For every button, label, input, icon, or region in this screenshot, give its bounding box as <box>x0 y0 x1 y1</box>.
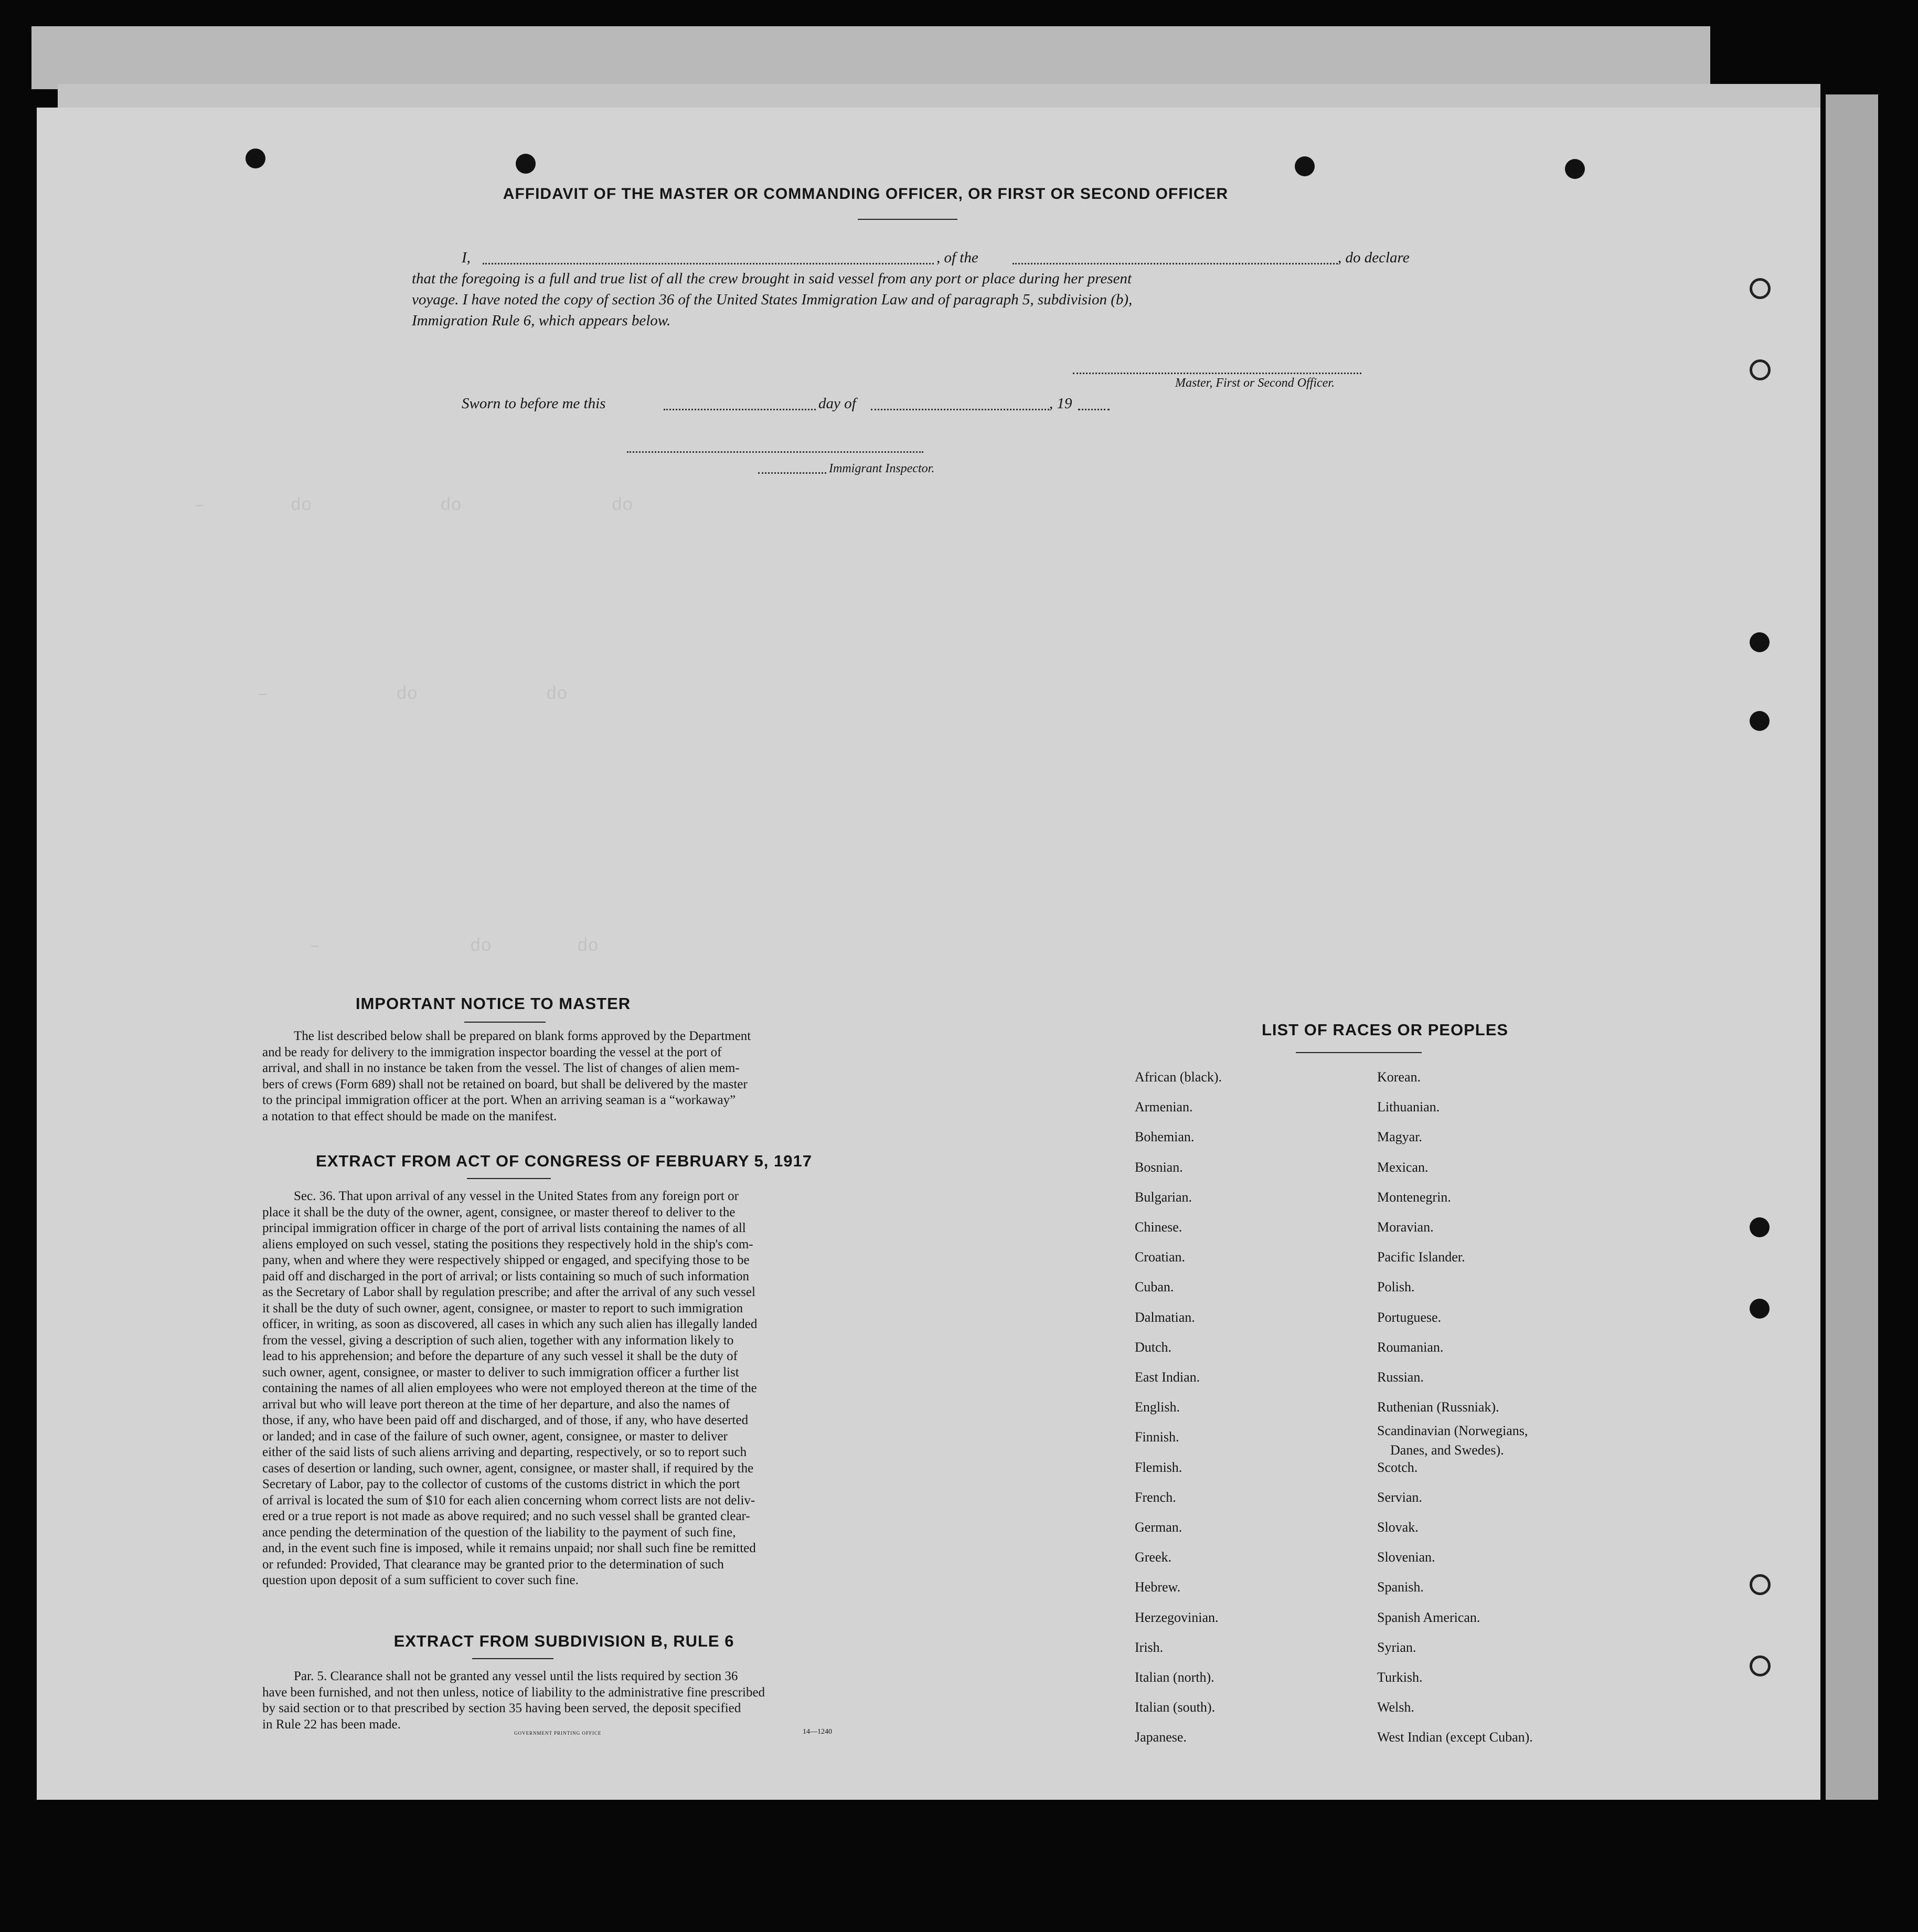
affidavit-of-the: , of the <box>936 249 978 266</box>
punch-hole-icon <box>1750 1217 1770 1237</box>
notice-text <box>262 1028 881 1124</box>
act-line: or landed; and in case of the failure of such owner, agent, consignee, or master to deliver <box>262 1429 728 1443</box>
act-line: aliens employed on such vessel, stating the positions they respectively hold in the ship's com- <box>262 1237 753 1251</box>
rule-line: in Rule 22 has been made. <box>262 1717 401 1732</box>
act-line: ered or a true report is not made as above required; and no such vessel shall be granted clear- <box>262 1509 750 1523</box>
inspector-line-short <box>758 472 826 474</box>
race-item: Welsh. <box>1377 1700 1414 1715</box>
printer-imprint: GOVERNMENT PRINTING OFFICE <box>514 1731 602 1736</box>
notice-line: arrival, and shall in no instance be taken from the vessel. The list of changes of alien mem- <box>262 1061 740 1075</box>
act-line: such owner, agent, consignee, or master to deliver to such immigration officer a further list <box>262 1365 739 1379</box>
act-line: ance pending the determination of the question of the liability to the payment of such fine, <box>262 1525 736 1540</box>
race-item: Servian. <box>1377 1489 1422 1505</box>
inspector-label: Immigrant Inspector. <box>829 462 935 475</box>
race-item: Moravian. <box>1377 1219 1434 1235</box>
race-item: German. <box>1135 1520 1182 1535</box>
affidavit-line-2: voyage. I have noted the copy of section 36 of the United States Immigration Law and of paragraph 5, subdivision (b), <box>412 291 1133 308</box>
notice-line: a notation to that effect should be made on the manifest. <box>262 1109 557 1123</box>
title-underline <box>858 219 957 220</box>
race-item: Polish. <box>1377 1279 1415 1295</box>
act-section-36-text <box>262 1188 881 1589</box>
act-line: pany, when and where they were respectively shipped or engaged, and specifying those to be <box>262 1253 750 1267</box>
race-item: Japanese. <box>1135 1729 1187 1745</box>
signature-line[interactable] <box>1073 373 1361 374</box>
binder-ring-icon <box>1750 1655 1771 1676</box>
notice-title: IMPORTANT NOTICE TO MASTER <box>355 994 631 1013</box>
act-line: either of the said lists of such aliens arriving and departing, respectively, or so to report such <box>262 1445 747 1459</box>
race-item: French. <box>1135 1489 1176 1505</box>
race-item: Slovak. <box>1377 1520 1419 1535</box>
race-item: Spanish. <box>1377 1579 1424 1595</box>
rule-line: have been furnished, and not then unless, notice of liability to the administrative fine prescribed <box>262 1685 765 1700</box>
act-underline <box>467 1178 551 1179</box>
act-line: lead to his apprehension; and before the departure of any such vessel it shall be the duty of <box>262 1349 738 1363</box>
rule-line: Par. 5. Clearance shall not be granted any vessel until the lists required by section 36 <box>294 1669 738 1683</box>
act-line: officer, in writing, as soon as discovered, all cases in which any such alien has illegally landed <box>262 1317 758 1331</box>
rule-par-5-text <box>262 1669 881 1733</box>
race-item: West Indian (except Cuban). <box>1377 1729 1533 1745</box>
affidavit-line-1: that the foregoing is a full and true list of all the crew brought in said vessel from any port or place during her present <box>412 270 1132 287</box>
race-item: Danes, and Swedes). <box>1390 1442 1504 1458</box>
bleed-through-marks: – do do <box>310 937 599 957</box>
act-line: cases of desertion or landing, such owner, agent, consignee, or master shall, if required by the <box>262 1461 754 1475</box>
act-line: containing the names of all alien employees who were not employed thereon at the time of the <box>262 1381 757 1395</box>
race-item: Finnish. <box>1135 1429 1179 1445</box>
bleed-through-marks: – do do do <box>194 496 633 516</box>
act-line: question upon deposit of a sum sufficient to cover such fine. <box>262 1573 579 1587</box>
race-item: Croatian. <box>1135 1249 1186 1265</box>
act-line: from the vessel, giving a description of such alien, together with any information likely to <box>262 1333 734 1347</box>
race-item: Herzegovinian. <box>1135 1609 1219 1625</box>
act-line: paid off and discharged in the port of arrival; or lists containing so much of such information <box>262 1269 750 1283</box>
binder-ring-icon <box>1750 1574 1771 1595</box>
act-extract-title: EXTRACT FROM ACT OF CONGRESS OF FEBRUARY 5, 1917 <box>316 1152 812 1170</box>
race-item: Hebrew. <box>1135 1579 1181 1595</box>
binder-ring-icon <box>1750 359 1771 380</box>
bleed-through-marks: – do do <box>257 685 568 705</box>
race-item: Pacific Islander. <box>1377 1249 1465 1265</box>
punch-hole-icon <box>1750 1299 1770 1319</box>
race-item: Montenegrin. <box>1377 1189 1451 1205</box>
act-line: those, if any, who have been paid off and discharged, and of those, if any, who have deserted <box>262 1413 749 1427</box>
notice-line: bers of crews (Form 689) shall not be retained on board, but shall be delivered by the master <box>262 1077 748 1091</box>
scan-border-right <box>1826 94 1878 1800</box>
races-title: LIST OF RACES OR PEOPLES <box>1261 1021 1509 1039</box>
race-item: Slovenian. <box>1377 1549 1435 1565</box>
race-item: Mexican. <box>1377 1159 1429 1175</box>
race-item: Lithuanian. <box>1377 1099 1440 1115</box>
race-item: Greek. <box>1135 1549 1172 1565</box>
binder-ring-icon <box>1750 278 1771 299</box>
race-item: Spanish American. <box>1377 1609 1480 1625</box>
races-underline <box>1296 1052 1422 1053</box>
act-line: it shall be the duty of such owner, agent, consignee, or master to report to such immigration <box>262 1301 743 1315</box>
act-line: Secretary of Labor, pay to the collector of customs of the customs district in which the port <box>262 1477 740 1491</box>
race-item: Cuban. <box>1135 1279 1174 1295</box>
race-item: Turkish. <box>1377 1670 1423 1685</box>
punch-hole-icon <box>1750 632 1770 652</box>
rule-line: by said section or to that prescribed by section 35 having been served, the deposit specified <box>262 1701 741 1715</box>
race-item: Irish. <box>1135 1639 1164 1655</box>
race-item: Scandinavian (Norwegians, <box>1377 1423 1528 1439</box>
punch-hole-icon <box>1295 156 1315 176</box>
race-item: Armenian. <box>1135 1099 1193 1115</box>
race-item: Magyar. <box>1377 1129 1422 1145</box>
race-item: Flemish. <box>1135 1459 1182 1475</box>
sworn-month-field[interactable] <box>871 409 1049 410</box>
race-item: Korean. <box>1377 1069 1421 1085</box>
act-line: of arrival is located the sum of $10 for each alien concerning whom correct lists are not deliv- <box>262 1493 755 1508</box>
race-item: Chinese. <box>1135 1219 1182 1235</box>
act-line: principal immigration officer in charge of the port of arrival lists containing the names of all <box>262 1221 746 1235</box>
sworn-day-field[interactable] <box>664 409 816 410</box>
vessel-name-field[interactable] <box>1013 263 1338 264</box>
race-item: Scotch. <box>1377 1459 1418 1475</box>
race-item: East Indian. <box>1135 1370 1200 1385</box>
notice-underline <box>464 1022 546 1023</box>
master-name-field[interactable] <box>483 263 934 264</box>
scan-border-top <box>31 26 1710 89</box>
sworn-year-field[interactable] <box>1078 409 1110 410</box>
punch-hole-icon <box>1750 711 1770 731</box>
act-line: place it shall be the duty of the owner, agent, consignee, or master thereof to deliver to the <box>262 1205 736 1219</box>
signature-label: Master, First or Second Officer. <box>1175 376 1335 390</box>
race-item: African (black). <box>1135 1069 1222 1085</box>
act-line: or refunded: Provided, That clearance may be granted prior to the determination of such <box>262 1557 724 1572</box>
act-line: Sec. 36. That upon arrival of any vessel in the United States from any foreign port or <box>294 1189 739 1203</box>
affidavit-title: AFFIDAVIT OF THE MASTER OR COMMANDING OFFICER, OR FIRST OR SECOND OFFICER <box>503 185 1229 203</box>
race-item: Portuguese. <box>1377 1309 1442 1325</box>
act-line: arrival but who will leave port thereon at the time of her departure, and also the names of <box>262 1397 730 1411</box>
act-line: and, in the event such fine is imposed, while it remains unpaid; nor shall such fine be remitted <box>262 1541 756 1555</box>
race-item: Russian. <box>1377 1370 1424 1385</box>
race-item: Dutch. <box>1135 1339 1172 1355</box>
notice-line: and be ready for delivery to the immigration inspector boarding the vessel at the port of <box>262 1045 722 1059</box>
rule-extract-title: EXTRACT FROM SUBDIVISION B, RULE 6 <box>393 1632 734 1650</box>
rule-underline <box>472 1658 553 1659</box>
sworn-label: Sworn to before me this <box>462 395 606 412</box>
race-item: Dalmatian. <box>1135 1309 1195 1325</box>
day-of-label: day of <box>818 395 856 412</box>
race-item: Ruthenian (Russniak). <box>1377 1399 1499 1415</box>
inspector-signature-line[interactable] <box>627 451 923 453</box>
race-item: Bulgarian. <box>1135 1189 1192 1205</box>
race-item: Bohemian. <box>1135 1129 1195 1145</box>
affidavit-do-declare: , do declare <box>1338 249 1410 266</box>
year-prefix: , 19 <box>1049 395 1072 412</box>
race-item: English. <box>1135 1399 1180 1415</box>
affidavit-line-3: Immigration Rule 6, which appears below. <box>412 312 671 329</box>
punch-hole-icon <box>246 148 265 168</box>
race-item: Roumanian. <box>1377 1339 1444 1355</box>
punch-hole-icon <box>1565 159 1585 179</box>
race-item: Italian (north). <box>1135 1670 1214 1685</box>
notice-line: to the principal immigration officer at the port. When an arriving seaman is a “workaway” <box>262 1093 736 1107</box>
race-item: Bosnian. <box>1135 1159 1183 1175</box>
punch-hole-icon <box>516 154 536 174</box>
race-item: Syrian. <box>1377 1639 1416 1655</box>
notice-line: The list described below shall be prepared on blank forms approved by the Department <box>294 1029 751 1043</box>
affidavit-i-label: I, <box>462 249 471 266</box>
form-number: 14—1240 <box>803 1728 832 1736</box>
race-item: Italian (south). <box>1135 1700 1216 1715</box>
act-line: as the Secretary of Labor shall by regulation prescribe; and after the arrival of any such vessel <box>262 1285 755 1299</box>
document-page <box>37 108 1820 1800</box>
